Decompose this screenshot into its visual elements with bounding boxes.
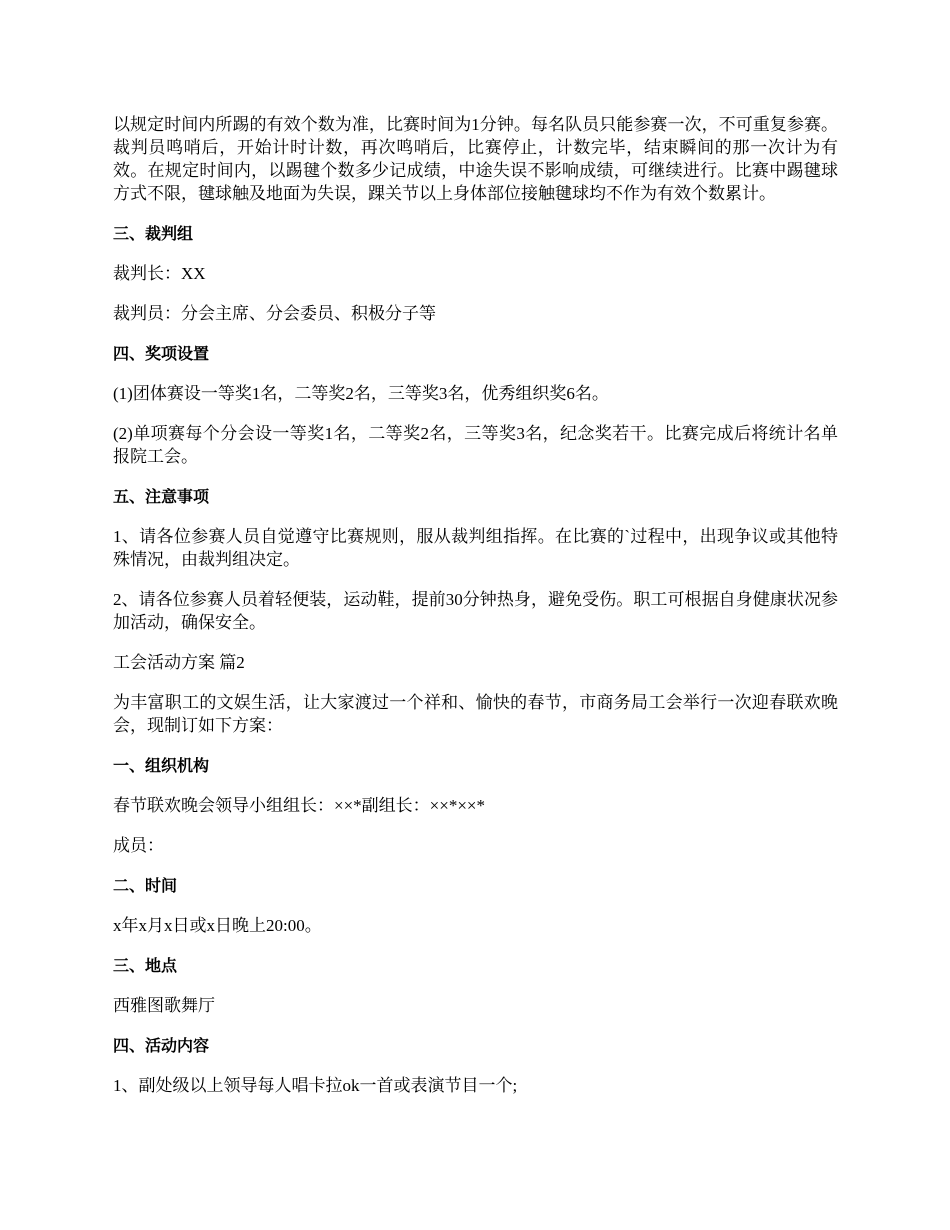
time-heading: 二、时间 (113, 876, 178, 895)
event-time: x年x月x日或x日晚上20:00。 (113, 916, 322, 935)
individual-awards: (2)单项赛每个分会设一等奖1名，二等奖2名，三等奖3名，纪念奖若干。比赛完成后将统计名单报院工会。 (113, 424, 838, 466)
members: 成员： (113, 836, 164, 855)
notes-heading: 五、注意事项 (113, 487, 210, 506)
content-heading: 四、活动内容 (113, 1036, 210, 1055)
note-1: 1、请各位参赛人员自觉遵守比赛规则，服从裁判组指挥。在比赛的`过程中，出现争议或其他特殊情况，由裁判组决定。 (113, 527, 838, 569)
referees: 裁判员：分会主席、分会委员、积极分子等 (113, 304, 436, 323)
plan-2-title: 工会活动方案 篇2 (113, 653, 245, 672)
leadership-group: 春节联欢晚会领导小组组长：××*副组长：××*××* (113, 796, 486, 815)
chief-referee: 裁判长：XX (113, 264, 206, 283)
plan-2-intro: 为丰富职工的文娱生活，让大家渡过一个祥和、愉快的春节，市商务局工会举行一次迎春联欢晚会，现制订如下方案： (113, 693, 838, 735)
team-awards: (1)团体赛设一等奖1名，二等奖2名，三等奖3名，优秀组织奖6名。 (113, 384, 609, 403)
event-venue: 西雅图歌舞厅 (113, 996, 215, 1015)
organization-heading: 一、组织机构 (113, 756, 210, 775)
content-item-1: 1、副处级以上领导每人唱卡拉ok一首或表演节目一个; (113, 1076, 518, 1095)
referee-heading: 三、裁判组 (113, 224, 194, 243)
rules-paragraph: 以规定时间内所踢的有效个数为准，比赛时间为1分钟。每名队员只能参赛一次，不可重复参赛。裁判员鸣哨后，开始计时计数，再次鸣哨后，比赛停止，计数完毕，结束瞬间的那一次计为有效。在规定时间内，以踢毽个数多少记成绩，中途失误不影响成绩，可继续进行。比赛中踢毽球方式不限，毽球触及地面为失误，踝关节以上身体部位接触毽球均不作为有效个数累计。 (113, 115, 838, 203)
note-2: 2、请各位参赛人员着轻便装，运动鞋，提前30分钟热身，避免受伤。职工可根据自身健康状况参加活动，确保安全。 (113, 590, 838, 632)
venue-heading: 三、地点 (113, 956, 178, 975)
awards-heading: 四、奖项设置 (113, 344, 210, 363)
document-page (113, 113, 838, 1114)
